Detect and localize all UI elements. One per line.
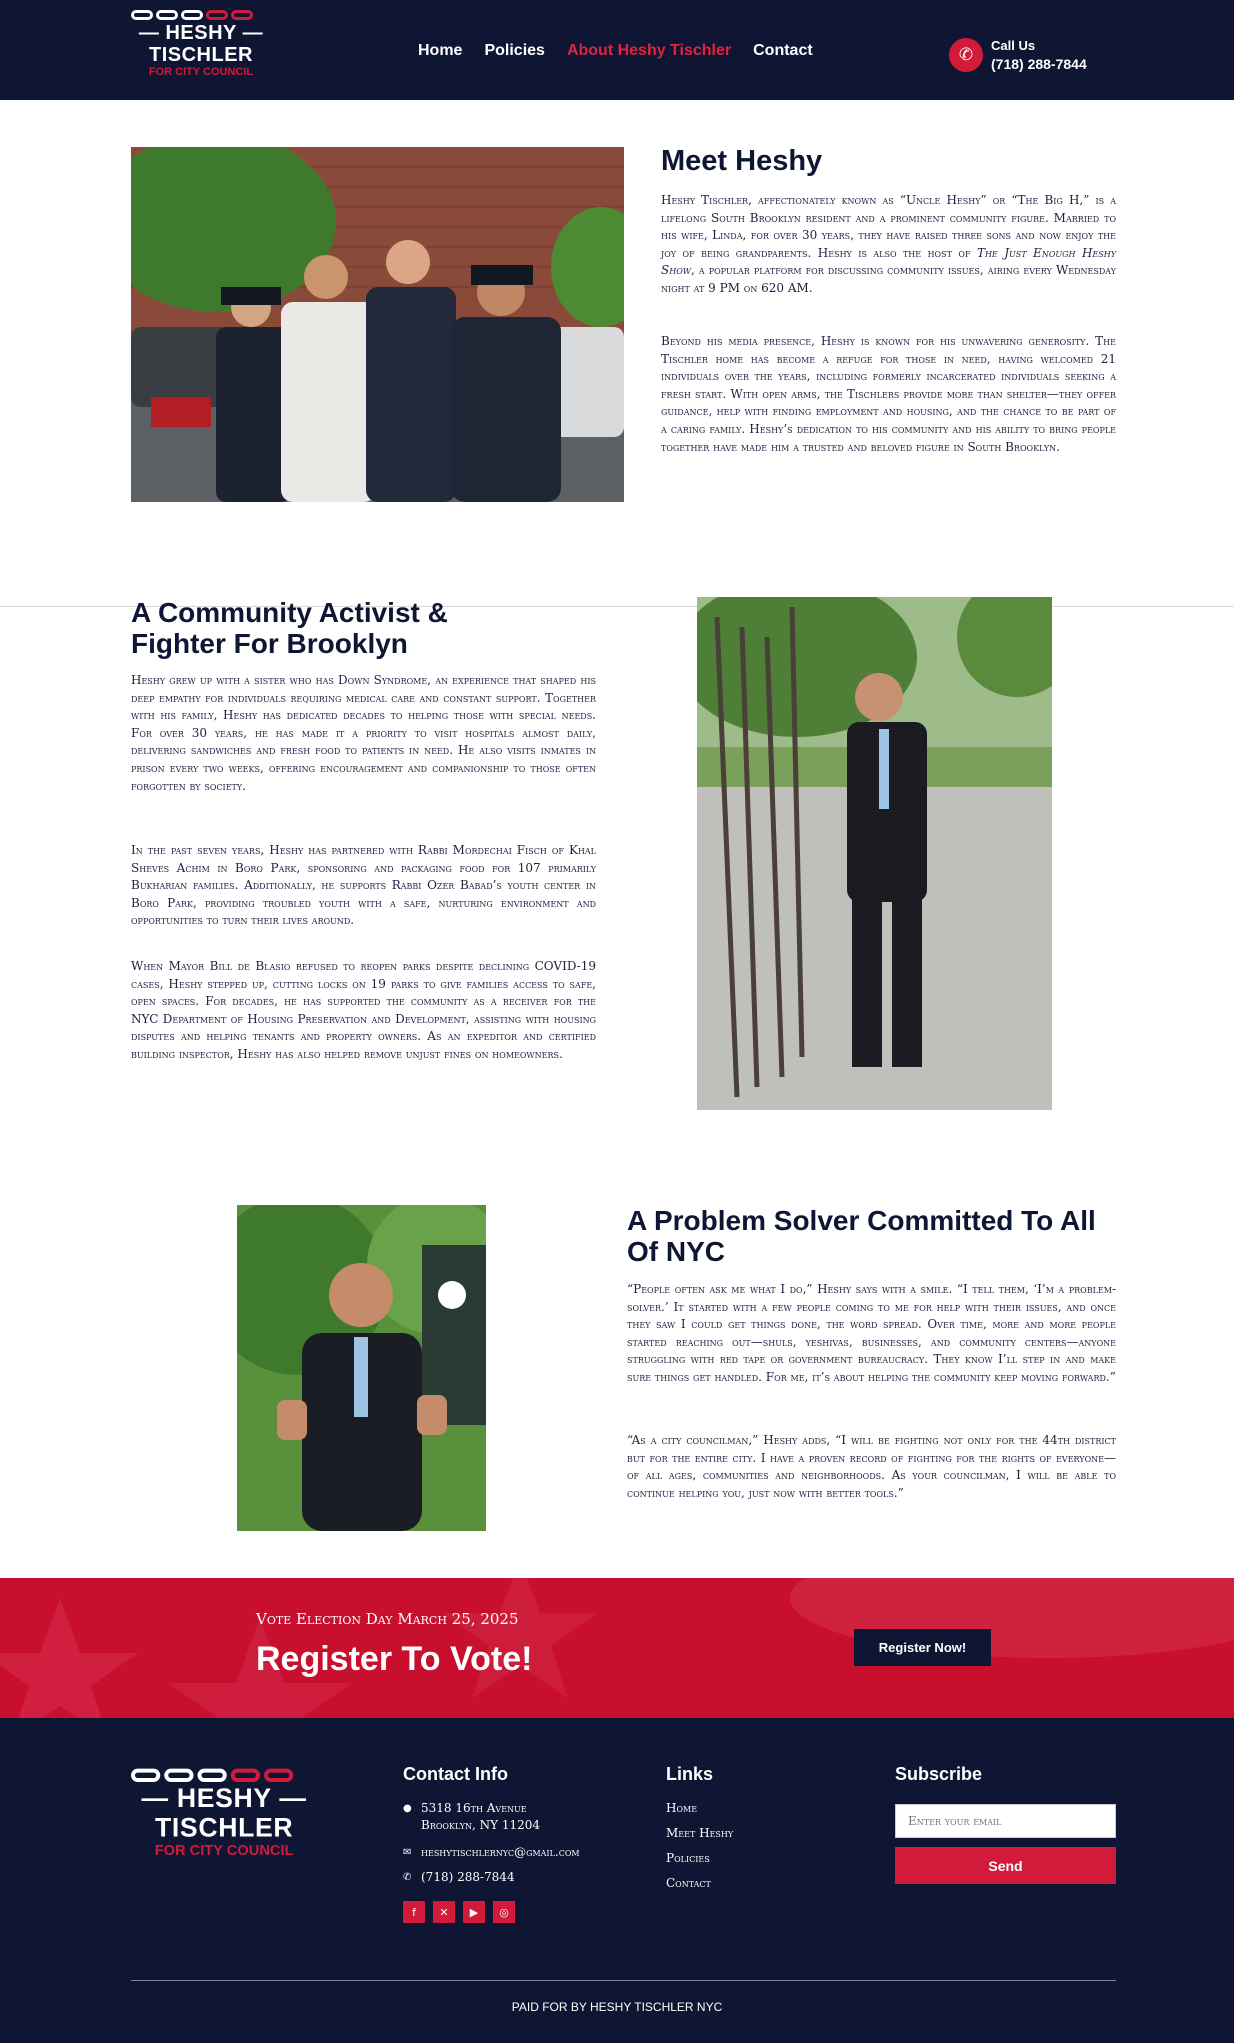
nav-contact[interactable]: Contact bbox=[753, 42, 813, 59]
footer-logo[interactable] bbox=[131, 1766, 397, 1867]
call-us-phone: (718) 288-7844 bbox=[991, 56, 1087, 72]
show-title: The Just Enough Heshy Show bbox=[661, 245, 1116, 278]
meet-p1-after: , a popular platform for discussing community issues, airing every Wednesday night at 9 PM on 620 AM. bbox=[661, 263, 1116, 295]
social-links bbox=[403, 1901, 515, 1923]
solver-paragraph-2: “As a city councilman,” Heshy adds, “I will be fighting not only for the 44th district but for the entire city. I have a proven record of fighting for the rights of everyone—of all ages, communities and neighborhoods. As your councilman, I will be able to continue helping you, just now with better tools.” bbox=[627, 1433, 1116, 1500]
register-now-button[interactable]: Register Now! bbox=[854, 1629, 991, 1666]
meet-heshy-title: Meet Heshy bbox=[661, 145, 823, 177]
solver-title-line-2: Of NYC bbox=[627, 1236, 725, 1267]
phone-icon: ✆ bbox=[403, 1872, 412, 1883]
x-icon[interactable]: ✕ bbox=[433, 1901, 455, 1923]
footer-link-home[interactable]: Home bbox=[666, 1801, 698, 1815]
banner-title: Register To Vote! bbox=[256, 1640, 533, 1678]
facebook-icon[interactable]: f bbox=[403, 1901, 425, 1923]
footer-link-contact[interactable]: Contact bbox=[666, 1876, 711, 1890]
photo-heshy-at-park-gate bbox=[697, 597, 1052, 1110]
activist-paragraph-3: When Mayor Bill de Blasio refused to reopen parks despite declining COVID-19 cases, Heshy stepped up, cutting locks on 19 parks to give families access to safe, open spaces. For decades, he has supported the community as a receiver for the NYC Department of Housing Preservation and Development, assisting with housing disputes and helping tenants and property owners. As an expeditor and certified building inspector, Heshy has also helped remove unjust fines on homeowners. bbox=[131, 959, 596, 1061]
site-logo[interactable] bbox=[131, 8, 281, 84]
footer-logo-line-tischler: TISCHLER bbox=[154, 1813, 294, 1844]
footer-link-meet-heshy[interactable]: Meet Heshy bbox=[666, 1826, 734, 1840]
call-us[interactable] bbox=[949, 36, 1087, 74]
footer-divider bbox=[131, 1980, 1116, 1981]
phone-text: (718) 288-7844 bbox=[421, 1870, 515, 1884]
activist-title-line-1: A Community Activist & bbox=[131, 597, 448, 628]
chain-graphic bbox=[131, 8, 281, 22]
contact-address bbox=[403, 1800, 540, 1834]
contact-info-title: Contact Info bbox=[403, 1764, 508, 1784]
solver-paragraph-1: “People often ask me what I do,” Heshy says with a smile. “I tell them, ‘I’m a problem-solver.’ It started with a few people coming to me for help with their issues, and once they saw I could get things done, the word spread. Over time, more and more people started reaching out—shuls, yeshivas, businesses, and community centers—anyone struggling with red tape or government bureaucracy. They know I’ll step in and make sure things get handled. For me, it’s about helping the community keep moving forward.” bbox=[627, 1282, 1116, 1384]
subscribe-title: Subscribe bbox=[895, 1764, 983, 1784]
meet-p1-before: Heshy Tischler, affectionately known as “Uncle Heshy” or “The Big H,” is a lifelong South Brooklyn resident and a prominent community figure. Married to his wife, Linda, for over 30 years, they have raised three sons and now enjoy the joy of being grandparents. Heshy is also the host of bbox=[661, 193, 1116, 260]
subscribe-send-button[interactable]: Send bbox=[895, 1847, 1116, 1884]
solver-title-line-1: A Problem Solver Committed To All bbox=[627, 1205, 1096, 1236]
activist-paragraph-1: Heshy grew up with a sister who has Down Syndrome, an experience that shaped his deep empathy for individuals requiring medical care and constant support. Together with his family, Heshy has dedicated decades to helping those with special needs. For over 30 years, he has made it a priority to visit hospitals almost daily, delivering sandwiches and fresh food to patients in need. He also visits inmates in prison every two weeks, offering encouragement and companionship to those often forgotten by society. bbox=[131, 673, 596, 793]
main-nav bbox=[418, 42, 813, 60]
address-line-2: Brooklyn, NY 11204 bbox=[421, 1818, 541, 1832]
banner-subtitle: Vote Election Day March 25, 2025 bbox=[256, 1610, 519, 1628]
address-line-1: 5318 16th Avenue bbox=[421, 1801, 527, 1815]
envelope-icon: ✉ bbox=[403, 1847, 412, 1858]
activist-title bbox=[131, 597, 591, 659]
site-footer bbox=[0, 1718, 1234, 2043]
footer-chain-graphic bbox=[131, 1766, 397, 1785]
youtube-icon[interactable]: ▶ bbox=[463, 1901, 485, 1923]
footer-link-policies[interactable]: Policies bbox=[666, 1851, 710, 1865]
links-title: Links bbox=[666, 1764, 714, 1784]
logo-line-heshy: — HESHY — bbox=[138, 22, 264, 44]
star-background bbox=[0, 1578, 1234, 1718]
email-text: heshytischlernyc@gmail.com bbox=[421, 1845, 580, 1859]
contact-email[interactable] bbox=[403, 1844, 580, 1861]
footer-logo-line-council: FOR CITY COUNCIL bbox=[154, 1843, 294, 1860]
instagram-icon[interactable]: ◎ bbox=[493, 1901, 515, 1923]
photo-heshy-with-police bbox=[131, 147, 624, 502]
nav-home[interactable]: Home bbox=[418, 42, 463, 59]
footer-logo-line-heshy: — HESHY — bbox=[141, 1784, 307, 1814]
nav-policies[interactable]: Policies bbox=[484, 42, 545, 59]
nav-about[interactable]: About Heshy Tischler bbox=[566, 42, 732, 59]
location-pin-icon: ● bbox=[403, 1803, 412, 1814]
solver-title bbox=[627, 1205, 1127, 1267]
meet-heshy-paragraph-2: Beyond his media presence, Heshy is known for his unwavering generosity. The Tischler home has become a refuge for those in need, having welcomed 21 individuals over the years, including formerly incarcerated individuals seeking a fresh start. With open arms, the Tischlers provide more than shelter—they offer guidance, help with finding employment and housing, and the chance to be part of a caring family. Heshy’s dedication to his community and his ability to bring people together have made him a trusted and beloved figure in South Brooklyn. bbox=[661, 334, 1117, 454]
photo-heshy-thumbs-up bbox=[237, 1205, 486, 1531]
site-header bbox=[0, 0, 1234, 100]
meet-heshy-paragraph-1 bbox=[661, 192, 1116, 298]
register-banner bbox=[0, 1578, 1234, 1718]
activist-title-line-2: Fighter For Brooklyn bbox=[131, 628, 408, 659]
phone-icon: ✆ bbox=[949, 38, 983, 72]
logo-line-tischler: TISCHLER bbox=[149, 44, 253, 66]
subscribe-email-input[interactable] bbox=[895, 1804, 1116, 1838]
call-us-label: Call Us bbox=[991, 38, 1036, 53]
contact-phone[interactable] bbox=[403, 1869, 515, 1886]
activist-paragraph-2: In the past seven years, Heshy has partnered with Rabbi Mordechai Fisch of Khal Sheves Achim in Boro Park, sponsoring and packaging food for 107 primarily Bukharian families. Additionally, he supports Rabbi Ozer Babad’s youth center in Boro Park, providing troubled youth with a safe, nurturing environment and opportunities to turn their lives around. bbox=[131, 843, 596, 928]
logo-line-council: FOR CITY COUNCIL bbox=[148, 66, 254, 78]
paid-for-by: PAID FOR BY HESHY TISCHLER NYC bbox=[511, 2000, 723, 2014]
